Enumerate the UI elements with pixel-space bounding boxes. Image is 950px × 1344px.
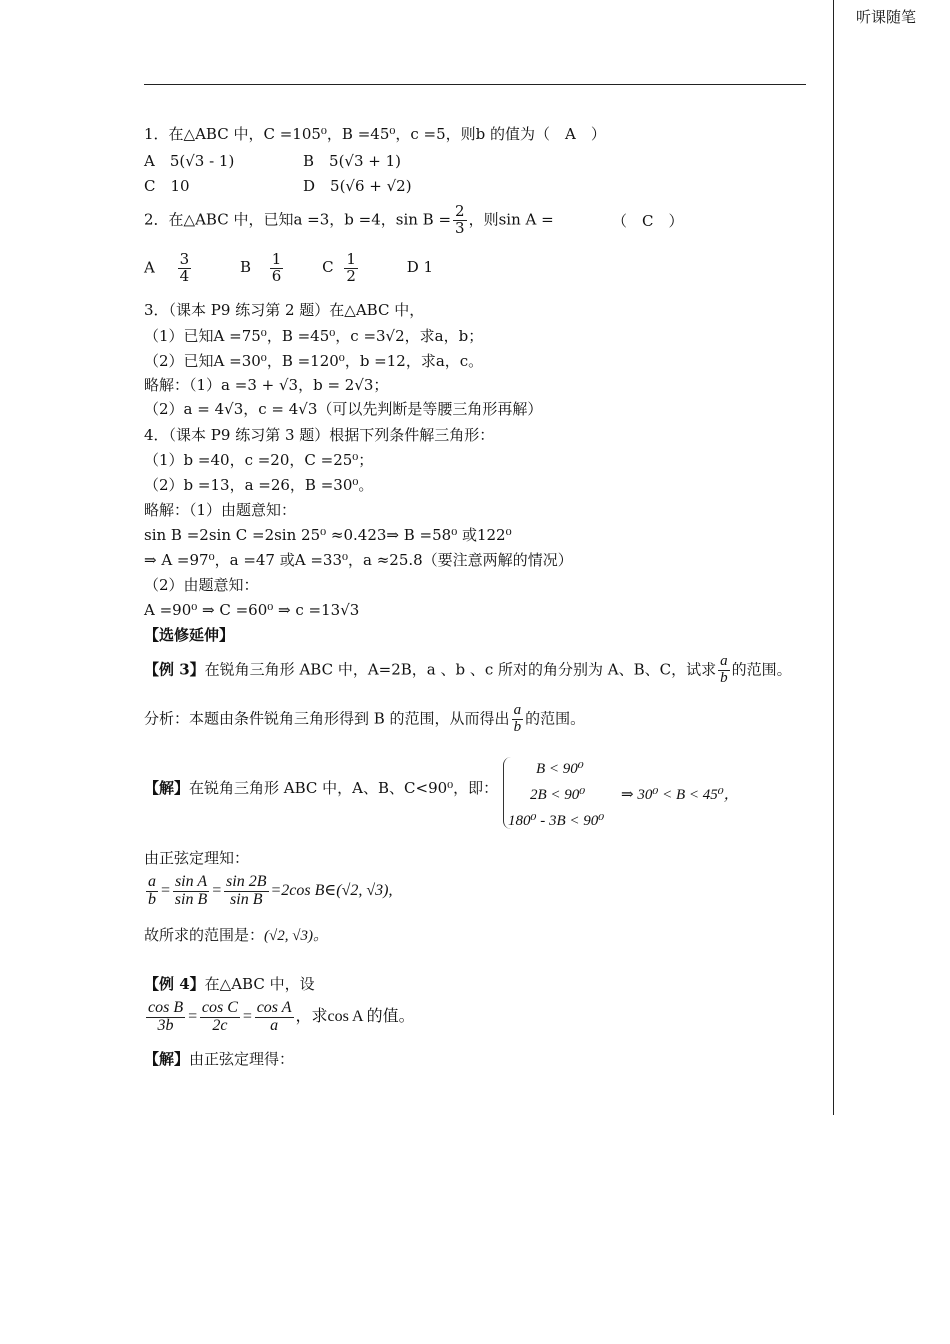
q4-solution-line2: ⇒ A =97⁰，a =47 或A =33⁰，a ≈25.8（要注意两解的情况）	[144, 551, 573, 569]
ex3-label: 【例 3】	[144, 660, 205, 679]
ex3-analysis-den: b	[513, 718, 522, 735]
ex4-solution	[144, 1052, 294, 1067]
q2-frac-num: 2	[455, 202, 465, 220]
ex3-solution-label: 【解】	[144, 779, 190, 797]
eq-tail: =2cos B∈(√2, √3),	[270, 881, 393, 899]
ex4-f2-den: 2c	[212, 1016, 228, 1034]
q2-option-d: D 1	[406, 258, 434, 277]
q1-option-b: B 5(√3 + 1)	[303, 152, 402, 170]
q1-stem: 1．在△ABC 中，C =105⁰，B =45⁰，c =5，则b 的值为（ A ）	[144, 125, 606, 143]
q1-option-d: D 5(√6 + √2)	[303, 177, 412, 195]
margin-note: 听课随笔	[856, 8, 917, 26]
q2-option-c-den: 2	[346, 266, 356, 285]
q4-solution-intro: 略解：（1）由题意知：	[144, 501, 297, 519]
eq-frac-sin	[173, 874, 209, 909]
ex4-frac2	[200, 1000, 240, 1035]
system-line3: 180⁰ - 3B < 90⁰	[508, 813, 605, 829]
ex4-equation: $\frac{\text{cos B}}{3b}$ = $\frac{\text{cos C}}{2c}$ = $\frac{\text{cos A}}{a}$ ，求cos A 的值。	[148, 999, 415, 1034]
q2-answer: （ C ）	[612, 212, 684, 230]
ex3-range-label: 故所求的范围是：	[144, 926, 265, 944]
eq-sinB-2: sin B	[230, 890, 263, 908]
eq-a: a	[148, 873, 156, 890]
q2-frac-den: 3	[455, 218, 465, 237]
ex4-solution-text: 由正弦定理得：	[189, 1050, 295, 1068]
eq-sin2B: sin 2B	[226, 873, 267, 890]
ex4-f3-den: a	[270, 1016, 279, 1034]
ex3-solution-intro	[144, 781, 498, 796]
q4-solution-part2: （2）由题意知：	[144, 576, 259, 594]
q2-option-b-label: B	[239, 258, 251, 277]
q2-option-b-den: 6	[271, 266, 282, 285]
q1-option-a: A 5(√3 - 1)	[144, 152, 235, 170]
q2-stem	[144, 204, 554, 237]
q3-title: 3．（课本 P9 练习第 2 题）在△ABC 中，	[144, 301, 425, 319]
q4-solution-line1: sin B =2sin C =2sin 25⁰ ≈0.423⇒ B =58⁰ 或122⁰	[144, 526, 512, 544]
header-rule	[144, 84, 806, 85]
q3-part1: （1）已知A =75⁰，B =45⁰，c =3√2，求a，b；	[144, 327, 484, 345]
q2-option-c-label: C	[322, 258, 334, 277]
q2-option-a-fraction	[178, 252, 192, 285]
q4-part2: （2）b =13，a =26，B =30⁰。	[144, 476, 374, 494]
ex3-solution-text: 在锐角三角形 ABC 中，A、B、C<90⁰，即：	[189, 779, 499, 797]
q2-stem-post: ，则sin A =	[468, 210, 554, 229]
q2-option-c-num: 1	[346, 250, 356, 268]
ex3-analysis-num: a	[513, 702, 522, 718]
q2-option-c-fraction	[344, 252, 358, 285]
elective-heading: 【选修延伸】	[144, 626, 235, 644]
q4-part1: （1）b =40，c =20，C =25⁰；	[144, 451, 374, 469]
ex4-tail: ，求cos A 的值。	[295, 1007, 415, 1025]
eq-b: b	[148, 890, 156, 908]
eq-frac-ab	[146, 874, 158, 909]
ex4-f2-num: cos C	[201, 999, 238, 1016]
q4-solution-line3: A =90⁰ ⇒ C =60⁰ ⇒ c =13√3	[144, 601, 360, 619]
system-line1: B < 90⁰	[536, 761, 584, 777]
q1-option-c: C 10	[144, 177, 190, 195]
eq-sinA: sin A	[174, 873, 208, 890]
ex4-f1-num: cos B	[148, 999, 184, 1016]
ex3-law: 由正弦定理知：	[144, 849, 250, 867]
q2-option-a-label: A	[144, 258, 155, 277]
q3-part2: （2）已知A =30⁰，B =120⁰，b =12，求a，c。	[144, 352, 484, 370]
q4-title: 4．（课本 P9 练习第 3 题）根据下列条件解三角形：	[144, 426, 495, 444]
ex4-solution-label: 【解】	[144, 1050, 190, 1068]
ex3-analysis-post: 的范围。	[525, 709, 586, 728]
ex3-equation: $\frac{a}{b}$ = $\frac{\text{sin A}}{\text{sin B}}$ = $\frac{\sin 2B}{\text{sin B}}$ =2cos B∈(√2, √3),	[148, 873, 393, 908]
q2-option-b-num: 1	[271, 250, 282, 268]
q2-options	[144, 252, 433, 285]
eq-frac-sin2b	[224, 874, 268, 909]
ex4-f1-den: 3b	[157, 1016, 174, 1034]
q2-stem-fraction	[453, 204, 467, 237]
margin-rule	[833, 0, 834, 1115]
eq-sinB: sin B	[174, 890, 208, 908]
q2-stem-pre: 2．在△ABC 中，已知a =3，b =4，sin B =	[144, 210, 452, 229]
system-line2: 2B < 90⁰	[530, 787, 586, 803]
q2-option-b-fraction	[270, 252, 284, 285]
ex3-frac-den: b	[720, 669, 728, 686]
ex3-frac-num: a	[720, 653, 728, 669]
ex4-f3-num: cos A	[256, 999, 292, 1016]
ex3-text-post: 的范围。	[731, 660, 792, 679]
ex3-text: 在锐角三角形 ABC 中，A=2B，a 、b 、c 所对的角分别为 A、B、C，试求	[204, 660, 717, 679]
ex4-label: 【例 4】	[144, 975, 205, 993]
q2-option-a-den: 4	[179, 266, 190, 285]
system-result: ⇒ 30⁰ < B < 45⁰，	[621, 787, 739, 803]
q2-option-a-num: 3	[179, 250, 190, 268]
ex3-analysis	[144, 703, 585, 736]
ex4-frac1	[146, 1000, 185, 1035]
ex3-fraction	[718, 654, 730, 687]
ex3-analysis-fraction	[512, 703, 524, 736]
ex4-text: 在△ABC 中，设	[204, 975, 315, 993]
ex3-range-value: (√2, √3)。	[264, 928, 328, 944]
ex4-frac3	[255, 1000, 294, 1035]
ex3-statement	[144, 654, 792, 687]
q3-solution2: （2）a = 4√3，c = 4√3（可以先判断是等腰三角形再解）	[144, 400, 543, 418]
ex3-analysis-text: 分析：本题由条件锐角三角形得到 B 的范围，从而得出	[144, 709, 510, 728]
q3-solution1: 略解：（1）a =3 + √3，b = 2√3；	[144, 376, 389, 394]
ex4-statement	[144, 977, 315, 992]
ex3-range	[144, 928, 328, 944]
